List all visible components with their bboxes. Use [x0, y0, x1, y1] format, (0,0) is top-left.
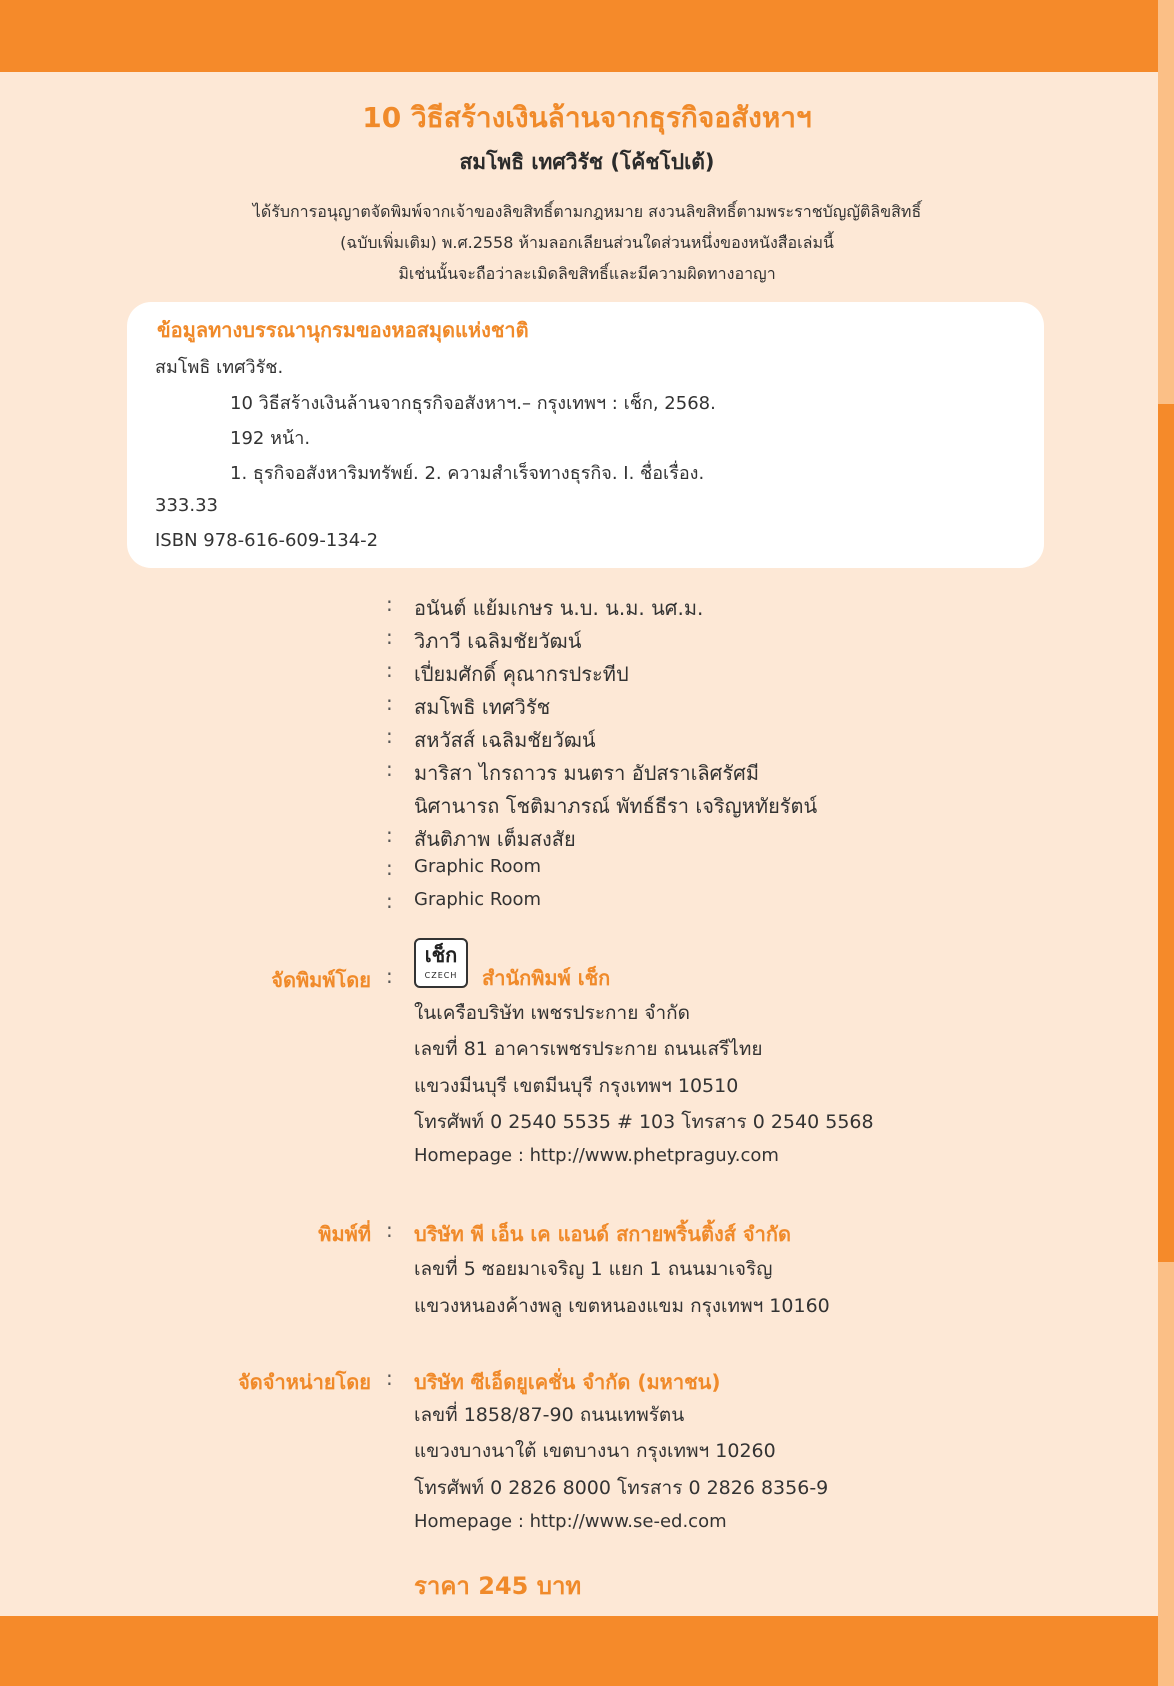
credit-value: อนันต์ แย้มเกษร น.บ. น.ม. นศ.ม.: [414, 596, 704, 620]
credit-value: นิศานารถ โชติมาภรณ์ พัทธ์ธีรา เจริญหทัยรัตน์: [414, 794, 818, 818]
publisher-address-line: เลขที่ 81 อาคารเพชรประกาย ถนนเสรีไทย: [414, 1038, 763, 1060]
printer-name: บริษัท พี เอ็น เค แอนด์ สกายพริ้นติ้งส์ จำกัด: [414, 1222, 791, 1246]
publisher-label: จัดพิมพ์โดย: [271, 968, 371, 992]
copyright-line: (ฉบับเพิ่มเติม) พ.ศ.2558 ห้ามลอกเลียนส่วนใดส่วนหนึ่งของหนังสือเล่มนี้: [340, 233, 834, 252]
publisher-logo: [414, 938, 468, 988]
credit-value: Graphic Room: [414, 889, 542, 910]
credit-separator: :: [386, 757, 393, 781]
credit-value: วิภาวี เฉลิมชัยวัฒน์: [414, 629, 582, 653]
credit-separator: :: [386, 658, 393, 682]
distributor-name: บริษัท ซีเอ็ดยูเคชั่น จำกัด (มหาชน): [414, 1370, 721, 1394]
credit-separator: :: [386, 691, 393, 715]
publisher-phone: โทรศัพท์ 0 2540 5535 # 103 โทรสาร 0 2540 5568: [414, 1111, 874, 1133]
page-edge-tab: [1158, 404, 1174, 1262]
distributor-separator: :: [386, 1366, 393, 1390]
cip-subjects: 1. ธุรกิจอสังหาริมทรัพย์. 2. ความสำเร็จทางธุรกิจ. I. ชื่อเรื่อง.: [230, 463, 705, 484]
distributor-address-line: แขวงบางนาใต้ เขตบางนา กรุงเทพฯ 10260: [414, 1440, 776, 1462]
bottom-orange-band: [0, 1616, 1158, 1686]
credit-value: สันติภาพ เต็มสงสัย: [414, 827, 576, 851]
top-orange-band: [0, 0, 1158, 72]
credit-value: มาริสา ไกรถาวร มนตรา อัปสราเลิศรัศมี: [414, 761, 759, 785]
publisher-homepage: Homepage : http://www.phetpraguy.com: [414, 1145, 779, 1166]
credit-value: สหวัสส์ เฉลิมชัยวัฒน์: [414, 728, 596, 752]
copyright-line: ได้รับการอนุญาตจัดพิมพ์จากเจ้าของลิขสิทธิ์ตามกฎหมาย สงวนลิขสิทธิ์ตามพระราชบัญญัติลิขสิทธิ์: [252, 202, 922, 221]
cip-author: สมโพธิ เทศวิรัช.: [155, 357, 284, 378]
cip-heading: ข้อมูลทางบรรณานุกรมของหอสมุดแห่งชาติ: [157, 318, 529, 342]
cip-pages: 192 หน้า.: [230, 428, 311, 449]
cataloging-data-box: [127, 302, 1044, 568]
cip-title: 10 วิธีสร้างเงินล้านจากธุรกิจอสังหาฯ.– กรุงเทพฯ : เช็ก, 2568.: [230, 393, 716, 414]
printer-address-line: แขวงหนองค้างพลู เขตหนองแขม กรุงเทพฯ 10160: [414, 1295, 830, 1317]
printer-separator: :: [386, 1218, 393, 1242]
credit-separator: :: [386, 889, 393, 913]
copyright-line: มิเช่นนั้นจะถือว่าละเมิดลิขสิทธิ์และมีความผิดทางอาญา: [398, 264, 776, 283]
credit-value: สมโพธิ เทศวิรัช: [414, 695, 551, 719]
cip-isbn: ISBN 978-616-609-134-2: [155, 530, 379, 551]
distributor-label: จัดจำหน่ายโดย: [238, 1370, 371, 1394]
distributor-phone: โทรศัพท์ 0 2826 8000 โทรสาร 0 2826 8356-9: [414, 1477, 829, 1499]
publisher-address-line: ในเครือบริษัท เพชรประกาย จำกัด: [414, 1002, 691, 1024]
logo-text: เช็ก: [424, 943, 458, 967]
credit-value: Graphic Room: [414, 856, 542, 877]
credit-separator: :: [386, 625, 393, 649]
credit-separator: :: [386, 724, 393, 748]
distributor-homepage: Homepage : http://www.se-ed.com: [414, 1511, 727, 1532]
copyright-notice: [140, 196, 1034, 289]
publisher-address-line: แขวงมีนบุรี เขตมีนบุรี กรุงเทพฯ 10510: [414, 1075, 739, 1097]
price-label: ราคา 245 บาท: [414, 1572, 582, 1600]
publisher-separator: :: [386, 964, 393, 988]
distributor-address-line: เลขที่ 1858/87-90 ถนนเทพรัตน: [414, 1404, 685, 1426]
cip-classification: 333.33: [155, 495, 218, 516]
printer-label: พิมพ์ที่: [318, 1222, 371, 1246]
credit-separator: :: [386, 823, 393, 847]
logo-subtext: CZECH: [424, 971, 458, 980]
publisher-name: สำนักพิมพ์ เช็ก: [482, 966, 611, 990]
credit-separator: :: [386, 592, 393, 616]
book-title: 10 วิธีสร้างเงินล้านจากธุรกิจอสังหาฯ: [362, 101, 812, 134]
credit-value: เปี่ยมศักดิ์ คุณากรประทีป: [414, 662, 629, 686]
printer-address-line: เลขที่ 5 ซอยมาเจริญ 1 แยก 1 ถนนมาเจริญ: [414, 1258, 773, 1280]
book-author: สมโพธิ เทศวิรัช (โค้ชโปเต้): [459, 150, 715, 174]
credit-separator: :: [386, 856, 393, 880]
